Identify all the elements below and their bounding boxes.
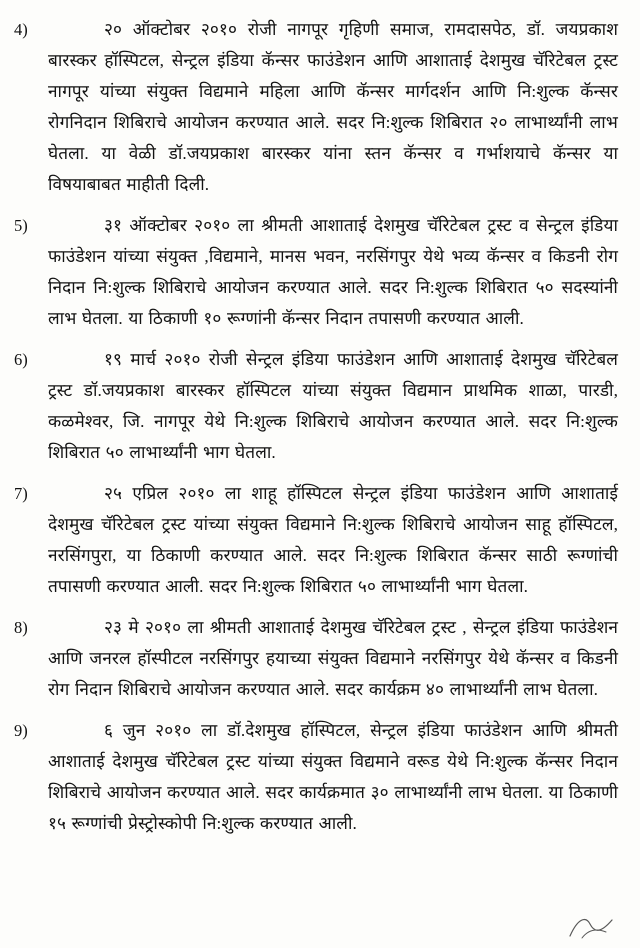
pen-mark-icon [568,914,614,940]
list-item-text: ३१ ऑक्टोबर २०१० ला श्रीमती आशाताई देशमुख चॅरिटेबल ट्रस्ट व सेन्ट्रल इंडिया फाउंडेशन यांच्या संयुक्त ,विद्यमाने, मानस भवन, नरसिंगपुर येथे भव्य कॅन्सर व किडनी रोग निदान नि:शुल्क शिबिराचे आयोजन करण्यात आले. सदर नि:शुल्क शिबिरात ५० सदस्यांनी लाभ घेतला. या ठिकाणी १० रूग्णांनी कॅन्सर निदान तपासणी करण्यात आली. [48,216,618,328]
list-item-marker: 6) [14,350,28,369]
list-item-marker: 8) [14,618,28,637]
list-item [10,612,618,705]
list-item-marker: 7) [14,484,28,503]
list-item-text: २० ऑक्टोबर २०१० रोजी नागपूर गृहिणी समाज, रामदासपेठ, डॉ. जयप्रकाश बारस्कर हॉस्पिटल, सेन्ट्रल इंडिया कॅन्सर फाउंडेशन आणि आशाताई देशमुख चॅरिटेबल ट्रस्ट नागपूर यांच्या संयुक्त विद्यमाने महिला आणि कॅन्सर मार्गदर्शन आणि नि:शुल्क कॅन्सर रोगनिदान शिबिराचे आयोजन करण्यात आले. सदर नि:शुल्क शिबिरात २० लाभार्थ्यांनी लाभ घेतला. या वेळी डॉ.जयप्रकाश बारस्कर यांना स्तन कॅन्सर व गर्भाशयाचे कॅन्सर या विषयाबाबत माहीती दिली. [48,20,618,194]
list-item-marker: 9) [14,721,28,740]
list-item [10,14,618,200]
list-item [10,344,618,468]
list-item-text: २३ मे २०१० ला श्रीमती आशाताई देशमुख चॅरिटेबल ट्रस्ट , सेन्ट्रल इंडिया फाउंडेशन आणि जनरल हॉस्पीटल नरसिंगपुर हयाच्या संयुक्त विद्यमाने नरसिंगपुर येथे कॅन्सर व किडनी रोग निदान शिबिराचे आयोजन करण्यात आले. सदर कार्यक्रम ४० लाभार्थ्यांनी लाभ घेतला. [48,618,618,699]
list-item [10,210,618,334]
list-item-marker: 5) [14,216,28,235]
list-item [10,715,618,839]
list-item-text: १९ मार्च २०१० रोजी सेन्ट्रल इंडिया फाउंडेशन आणि आशाताई देशमुख चॅरिटेबल ट्रस्ट डॉ.जयप्रकाश बारस्कर हॉस्पिटल यांच्या संयुक्त विद्यमान प्राथमिक शाळा, पारडी, कळमेश्वर, जि. नागपूर येथे नि:शुल्क शिबिराचे आयोजन करण्यात आले. सदर नि:शुल्क शिबिरात ५० लाभार्थ्यांनी भाग घेतला. [48,350,618,462]
list-item [10,478,618,602]
list-item-text: ६ जुन २०१० ला डॉ.देशमुख हॉस्पिटल, सेन्ट्रल इंडिया फाउंडेशन आणि श्रीमती आशाताई देशमुख चॅरिटेबल ट्रस्ट यांच्या संयुक्त विद्यमाने वरूड येथे नि:शुल्क कॅन्सर निदान शिबिराचे आयोजन करण्यात आले. सदर कार्यक्रमात ३० लाभार्थ्यांनी लाभ घेतला. या ठिकाणी १५ रूग्णांची प्रेस्ट्रोस्कोपी नि:शुल्क करण्यात आली. [48,721,618,833]
list-item-text: २५ एप्रिल २०१० ला शाहू हॉस्पिटल सेन्ट्रल इंडिया फाउंडेशन आणि आशाताई देशमुख चॅरिटेबल ट्रस्ट यांच्या संयुक्त विद्यमाने नि:शुल्क शिबिराचे आयोजन साहू हॉस्पिटल, नरसिंगपुरा, या ठिकाणी करण्यात आले. सदर नि:शुल्क शिबिरात कॅन्सर साठी रूग्णांची तपासणी करण्यात आली. सदर नि:शुल्क शिबिरात ५० लाभार्थ्यांनी भाग घेतला. [48,484,618,596]
list-item-marker: 4) [14,20,28,39]
